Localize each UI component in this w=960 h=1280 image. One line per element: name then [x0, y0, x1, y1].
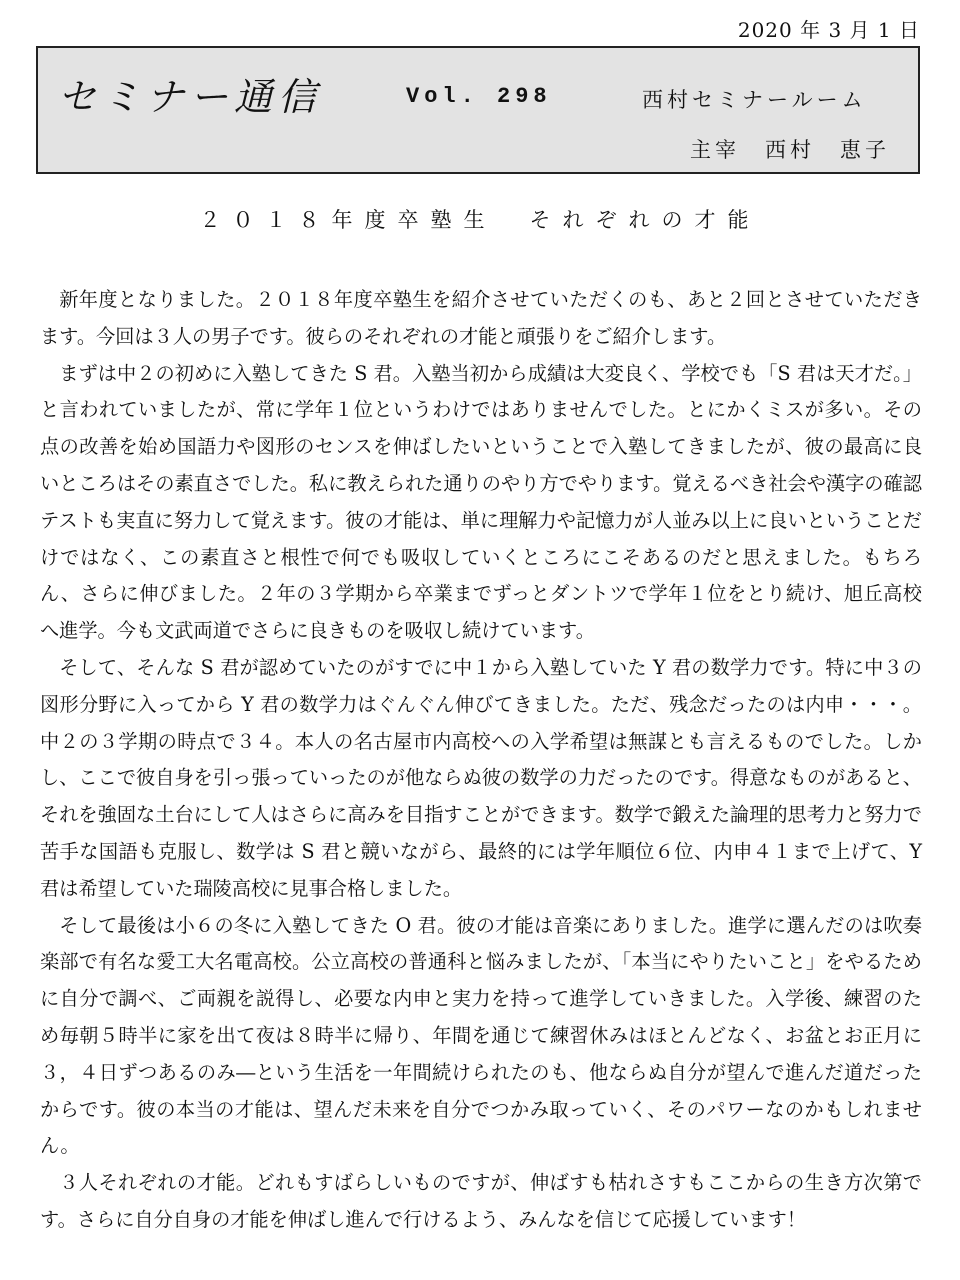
paragraph-closing: ３人それぞれの才能。どれもすばらしいものですが、伸ばすも枯れさすもここからの生き方次第です。さらに自分自身の才能を伸ばし進んで行けるよう、みんなを信じて応援しています！: [40, 1171, 922, 1231]
paragraph-intro: 新年度となりました。２０１８年度卒塾生を紹介させていただくのも、あと２回とさせていただきます。今回は３人の男子です。彼らのそれぞれの才能と頑張りをご紹介します。: [40, 288, 922, 348]
paragraph-o-kun: そして最後は小６の冬に入塾してきた O 君。彼の才能は音楽にありました。進学に選んだのは吹奏楽部で有名な愛工大名電高校。公立高校の普通科と悩みましたが、「本当にやりたいこと」をやるために自分で調べ、ご両親を説得し、必要な内申と実力を持って進学していきました。入学後、練習のため毎朝５時半に家を出て夜は８時半に帰り、年間を通じて練習休みはほとんどなく、お盆とお正月に３，４日ずつあるのみ―という生活を一年間続けられたのも、他ならぬ自分が望んで進んだ道だったからです。彼の本当の才能は、望んだ未来を自分でつかみ取っていく、そのパワーなのかもしれません。: [40, 913, 922, 1158]
article-headline: ２０１８年度卒塾生 それぞれの才能: [199, 208, 761, 232]
volume-number: Vol. 298: [406, 84, 552, 109]
newsletter-title: セミナー通信: [58, 75, 323, 119]
issue-date: 2020 年 3 月 1 日: [737, 18, 920, 42]
organization-name: 西村セミナールーム: [642, 88, 867, 112]
paragraph-y-kun: そして、そんな S 君が認めていたのがすでに中１から入塾していた Y 君の数学力です。特に中３の図形分野に入ってから Y 君の数学力はぐんぐん伸びてきました。ただ、残念だったのは内申・・・。中２の３学期の時点で３４。本人の名古屋市内高校への入学希望は無謀とも言えるものでした。しかし、ここで彼自身を引っ張っていったのが他ならぬ彼の数学の力だったのです。得意なものがあると、それを強固な土台にして人はさらに高みを目指すことができます。数学で鍛えた論理的思考力と努力で苦手な国語も克服し、数学は S 君と競いながら、最終的には学年順位６位、内申４１まで上げて、Y 君は希望していた瑞陵高校に見事合格しました。: [40, 655, 922, 900]
paragraph-s-kun: まずは中２の初めに入塾してきた S 君。入塾当初から成績は大変良く、学校でも「S 君は天才だ。」と言われていましたが、常に学年１位というわけではありませんでした。とにかくミスが多い。その点の改善を始め国語力や図形のセンスを伸ばしたいということで入塾してきましたが、彼の最高に良いところはその素直さでした。私に教えられた通りのやり方でやります。覚えるべき社会や漢字の確認テストも実直に努力して覚えます。彼の才能は、単に理解力や記憶力が人並み以上に良いということだけではなく、この素直さと根性で何でも吸収していくところにこそあるのだと思えました。もちろん、さらに伸びました。２年の３学期から卒業までずっとダントツで学年１位をとり続け、旭丘高校へ進学。今も文武両道でさらに良きものを吸収し続けています。: [40, 361, 923, 643]
owner-name: 主宰 西村 恵子: [690, 138, 890, 162]
article-body: [40, 282, 922, 1239]
newsletter-masthead: [36, 46, 920, 174]
